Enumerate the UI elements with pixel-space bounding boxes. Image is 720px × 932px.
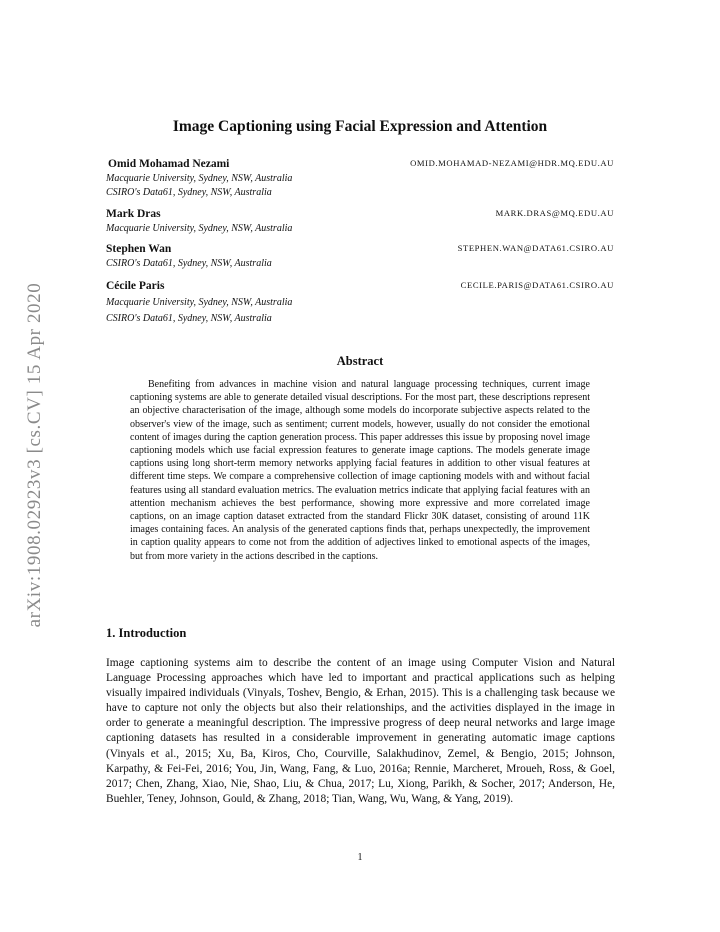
author-affiliation: CSIRO's Data61, Sydney, NSW, Australia xyxy=(106,187,272,198)
author-name: Cécile Paris xyxy=(106,280,165,292)
author-affiliation: Macquarie University, Sydney, NSW, Australia xyxy=(106,173,293,184)
author-email[interactable]: CECILE.PARIS@DATA61.CSIRO.AU xyxy=(460,280,614,290)
author-affiliation: Macquarie University, Sydney, NSW, Australia xyxy=(106,297,293,308)
author-affiliation: CSIRO's Data61, Sydney, NSW, Australia xyxy=(106,258,272,269)
author-affiliation: Macquarie University, Sydney, NSW, Australia xyxy=(106,223,293,234)
author-block xyxy=(106,207,614,236)
paper-title: Image Captioning using Facial Expression and Attention xyxy=(172,118,548,135)
author-email[interactable]: STEPHEN.WAN@DATA61.CSIRO.AU xyxy=(457,243,614,253)
author-block xyxy=(106,242,614,271)
author-email[interactable]: OMID.MOHAMAD-NEZAMI@HDR.MQ.EDU.AU xyxy=(410,158,614,168)
section-heading: 1. Introduction xyxy=(106,626,187,640)
author-name: Omid Mohamad Nezami xyxy=(108,158,230,170)
abstract-text: Benefiting from advances in machine vision and natural language processing techniques, current image captioning systems are able to generate detailed visual descriptions. For the most part, these descriptions represent an objective characterisation of the image, although some models do incorporate subjective aspects related to the observer's view of the image, such as sentiment; current models, however, usually do not consider the emotional content of images during the caption generation process. This paper addresses this issue by proposing novel image captioning models which use facial expression features to generate image captions. The models generate image captions using long short-term memory networks applying facial features in addition to other visual features at different time steps. We compare a comprehensive collection of image captioning models with and without facial features using all standard evaluation metrics. The evaluation metrics indicate that applying facial features with an attention mechanism achieves the best performance, showing more expressive and more correlated image captions, on an image caption dataset extracted from the standard Flickr 30K dataset, consisting of around 11K images containing faces. An analysis of the generated captions finds that, perhaps unexpectedly, the improvement in caption quality appears to come not from the addition of adjectives linked to emotional aspects of the images, but from more variety in the actions described in the captions. xyxy=(130,379,590,562)
page-number: 1 xyxy=(357,852,363,863)
author-name: Mark Dras xyxy=(106,208,161,220)
arxiv-stamp-text: arXiv:1908.02923v3 [cs.CV] 15 Apr 2020 xyxy=(24,282,45,628)
introduction-text: Image captioning systems aim to describe the content of an image using Computer Vision and Natural Language Processing approaches which have led to important and practical applications such as helping visually impaired individuals (Vinyals, Toshev, Bengio, & Erhan, 2015). This is a challenging task because we have to capture not only the objects but also their relationships, and the activities displayed in the image in order to generate a meaningful description. The impressive progress of deep neural networks and large image captioning datasets has resulted in a considerable improvement in generating automatic image captions (Vinyals et al., 2015; Xu, Ba, Kiros, Cho, Courville, Salakhudinov, Zemel, & Bengio, 2015; Johnson, Karpathy, & Fei-Fei, 2016; You, Jin, Wang, Fang, & Luo, 2016a; Rennie, Marcheret, Mroueh, Ross, & Goel, 2017; Chen, Zhang, Xiao, Nie, Shao, Liu, & Chua, 2017; Lu, Xiong, Parikh, & Socher, 2017; Anderson, He, Buehler, Teney, Johnson, Gould, & Zhang, 2018; Tian, Wang, Wu, Wang, & Yang, 2019). xyxy=(106,657,615,805)
author-name: Stephen Wan xyxy=(106,243,172,255)
author-block xyxy=(106,157,614,200)
abstract-heading: Abstract xyxy=(336,354,384,368)
author-affiliation: CSIRO's Data61, Sydney, NSW, Australia xyxy=(106,313,272,324)
author-block xyxy=(106,279,614,326)
author-email[interactable]: MARK.DRAS@MQ.EDU.AU xyxy=(495,208,614,218)
